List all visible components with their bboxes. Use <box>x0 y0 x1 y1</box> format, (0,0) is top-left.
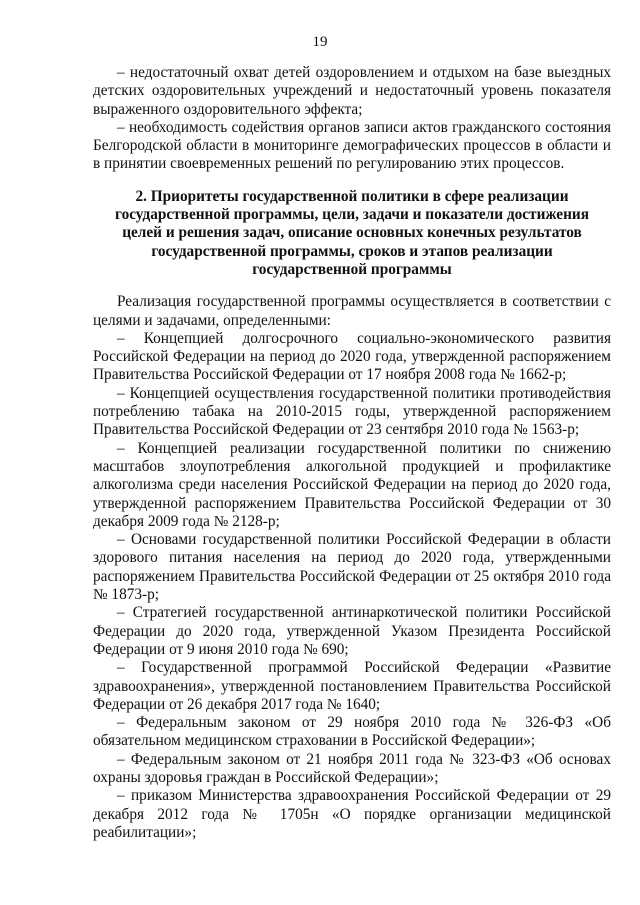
document-item: – Федеральным законом от 21 ноября 2011 года № 323-ФЗ «Об основах охраны здоровья граждан в Российской Федерации»; <box>93 750 611 786</box>
lead-paragraph: Реализация государственной программы осуществляется в соответствии с целями и задачами, определенными: <box>93 293 611 329</box>
intro-paragraph-2: – необходимость содействия органов записи актов гражданского состояния Белгородской области в мониторинге демографических процессов в области и в принятии своевременных решений по регулированию этих процессов. <box>93 118 611 173</box>
document-item: – Государственной программой Российской Федерации «Развитие здравоохранения», утвержденной постановлением Правительства Российской Федерации от 26 декабря 2017 года № 1640; <box>93 659 611 713</box>
spacer <box>93 174 611 188</box>
document-item: – Стратегией государственной антинаркотической политики Российской Федерации до 2020 года, утвержденной Указом Президента Российской Федерации от 9 июня 2010 года № 690; <box>93 604 611 658</box>
document-item: – Концепцией осуществления государственной политики противодействия потреблению табака на 2010-2015 годы, утвержденной распоряжением Правительства Российской Федерации от 23 сентября 2010 года № 1563-р; <box>93 384 611 439</box>
intro-paragraph-1: – недостаточный охват детей оздоровлением и отдыхом на базе выездных детских оздоровительных учреждений и недостаточный уровень показателя выраженного оздоровительного эффекта; <box>93 64 611 118</box>
document-item: – Основами государственной политики Российской Федерации в области здорового питания населения на период до 2020 года, утвержденными распоряжением Правительства Российской Федерации от 25 октября 2010 года № 1873-р; <box>93 531 611 604</box>
document-item: – приказом Министерства здравоохранения Российской Федерации от 29 декабря 2012 года № 1705н «О порядке организации медицинской реабилитации»; <box>93 787 611 841</box>
spacer <box>93 279 611 293</box>
document-item: – Федеральным законом от 29 ноября 2010 года № 326-ФЗ «Об обязательном медицинском страховании в Российской Федерации»; <box>93 714 611 750</box>
section-heading: 2. Приоритеты государственной политики в сфере реализации государственной программы, цели, задачи и показатели достижения целей и решения задач, описание основных конечных результатов государственной программы, сроков и этапов реализации государственной программы <box>115 187 589 278</box>
document-item: – Концепцией долгосрочного социально-экономического развития Российской Федерации на период до 2020 года, утвержденной распоряжением Правительства Российской Федерации от 17 ноября 2008 года № 1662-р; <box>93 329 611 384</box>
document-item: – Концепцией реализации государственной политики по снижению масштабов злоупотребления алкогольной продукцией и профилактике алкоголизма среди населения Российской Федерации на период до 2020 года, утвержденной распоряжением Правительства Российской Федерации от 30 декабря 2009 года № 2128-р; <box>93 439 611 530</box>
page-number: 19 <box>312 34 328 50</box>
document-body <box>93 64 611 842</box>
